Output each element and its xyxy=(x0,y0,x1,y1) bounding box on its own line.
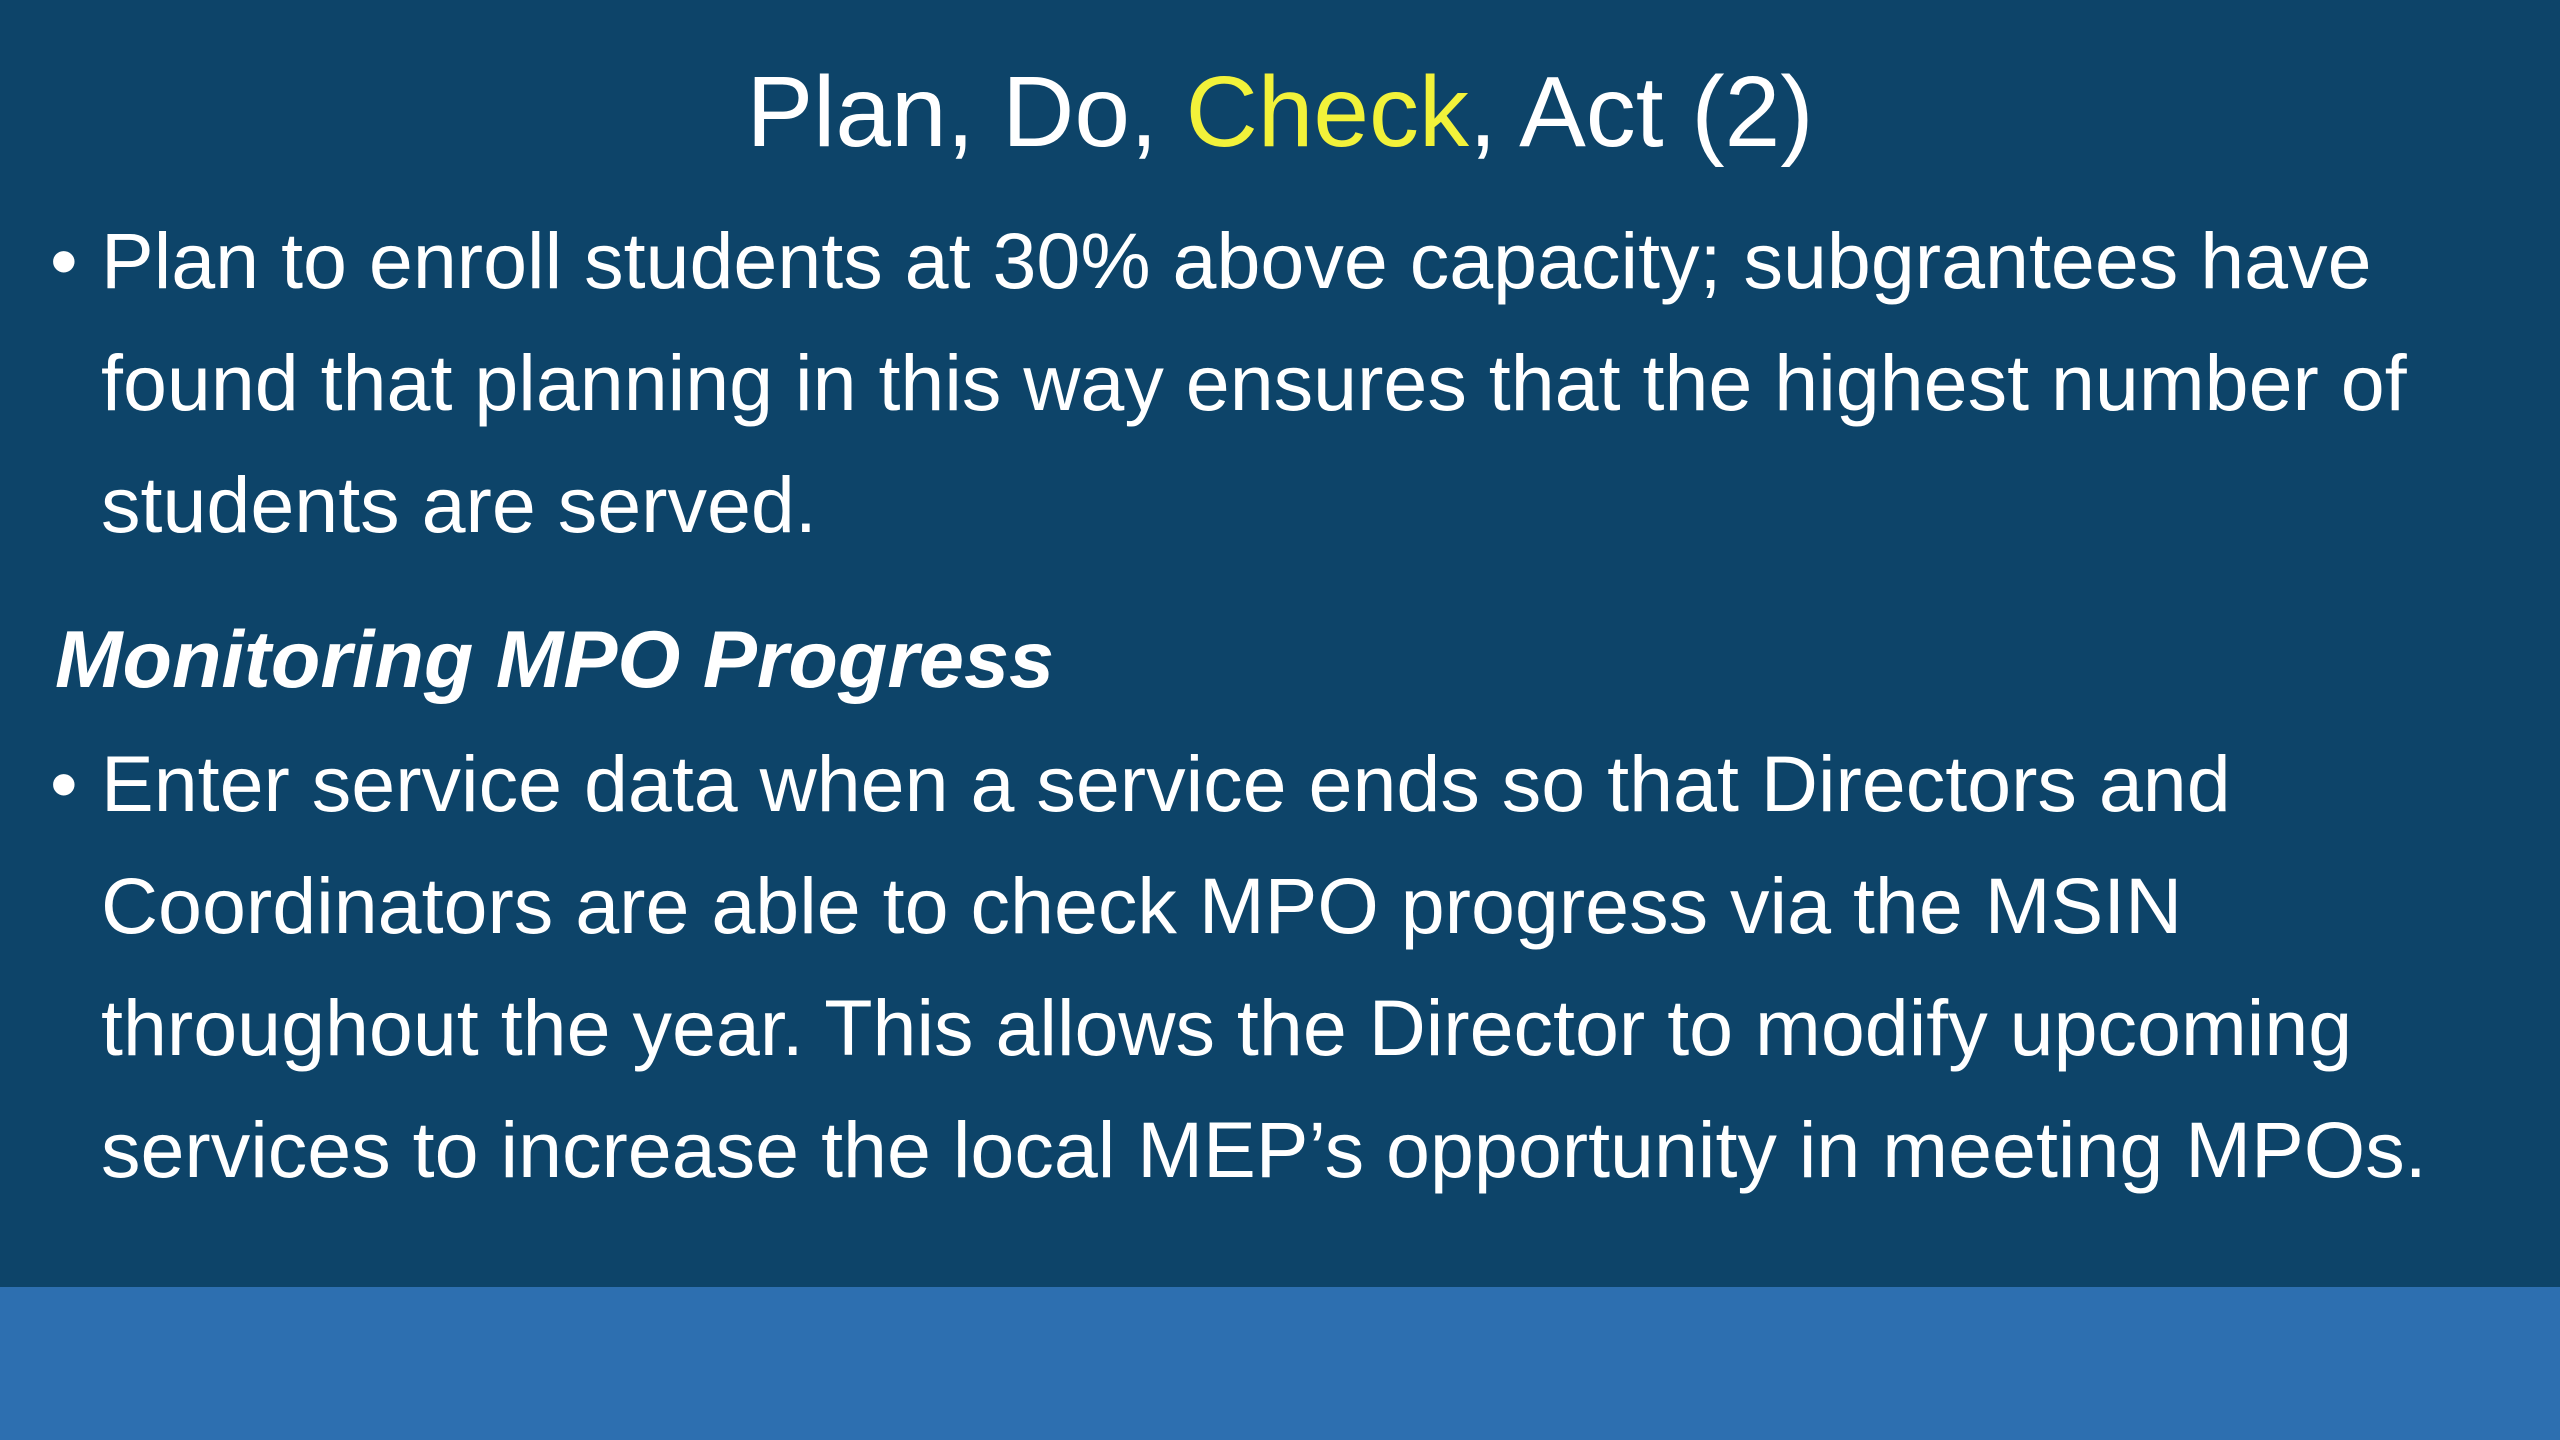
title-text-start: Plan, Do, xyxy=(746,56,1186,168)
bullet-text: Plan to enroll students at 30% above capacity; subgrantees have found that planning in this way ensures that the highest number of students are served. xyxy=(101,216,2407,549)
bullet-item-enroll xyxy=(50,200,2480,566)
slide-title xyxy=(0,52,2560,172)
title-text-end: , Act (2) xyxy=(1469,56,1814,168)
section-heading: Monitoring MPO Progress xyxy=(55,615,1055,705)
title-highlight-check: Check xyxy=(1185,56,1470,168)
bullet-dot: • xyxy=(50,216,78,305)
bullet-item-service-data xyxy=(50,723,2480,1211)
bullet-dot: • xyxy=(50,739,78,828)
bullet-text: Enter service data when a service ends so that Directors and Coordinators are able to check MPO progress via the MSIN throughout the year. This allows the Director to modify upcoming services to increase the local MEP’s opportunity in meeting MPOs. xyxy=(101,739,2427,1194)
